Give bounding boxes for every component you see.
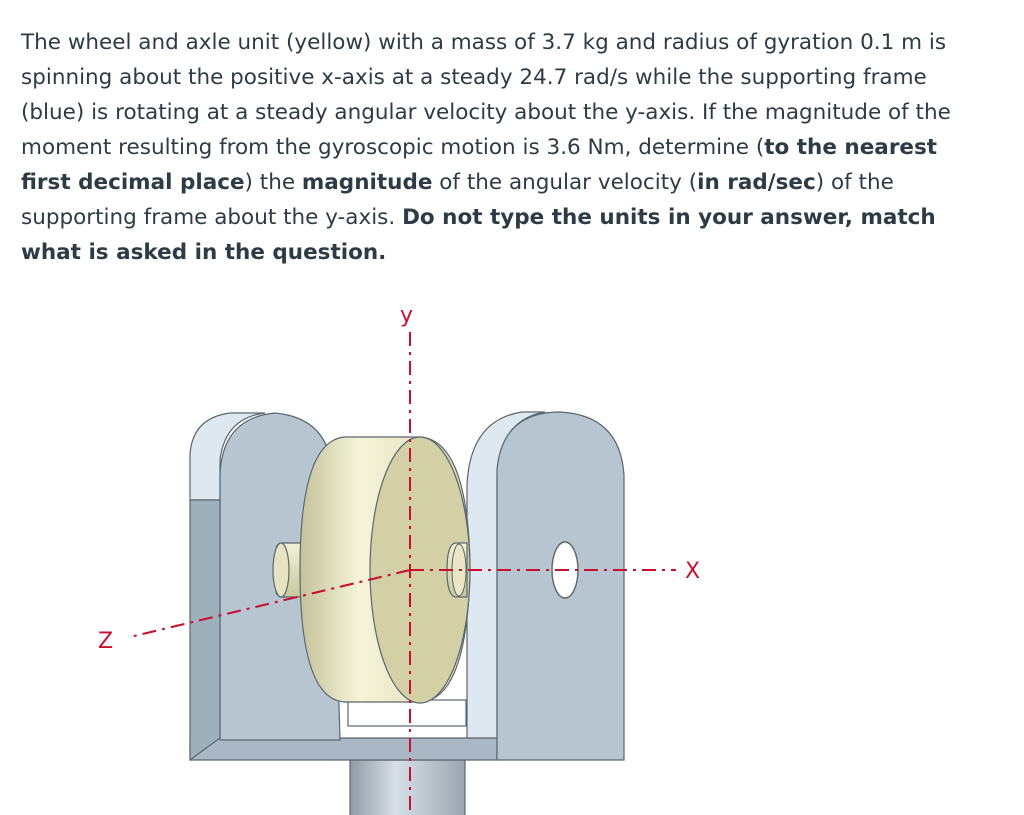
question-emphasis: to the nearest first decimal place [21,135,938,195]
question-segment: of the angular velocity ( [432,170,698,195]
y-axis-label: y [400,303,414,328]
z-axis-label: Z [98,629,114,654]
question-emphasis: magnitude [301,170,433,195]
question-segment: ) the [244,170,302,195]
question-segment: The wheel and axle unit (yellow) with a mass of 3.7 kg and radius of gyration 0.1 m is spinning about the positive x-axis at a steady 24.7 rad/s while the supporting frame (blue) is rotating at a steady angular velocity about the y-axis. If the magnitude of the moment resulting from the gyroscopic motion is 3.6 Nm, determine ( [21,30,951,160]
support-shaft [350,760,465,815]
frame-right-upright [467,412,624,760]
question-text [21,25,981,270]
gyroscope-figure [0,290,1024,815]
question-segment: ) of the supporting frame about the y-axis. [21,170,894,230]
question-emphasis: in rad/sec [697,170,816,195]
x-axis-label: X [685,559,701,584]
question-emphasis: Do not type the units in your answer, match what is asked in the question. [21,205,936,265]
